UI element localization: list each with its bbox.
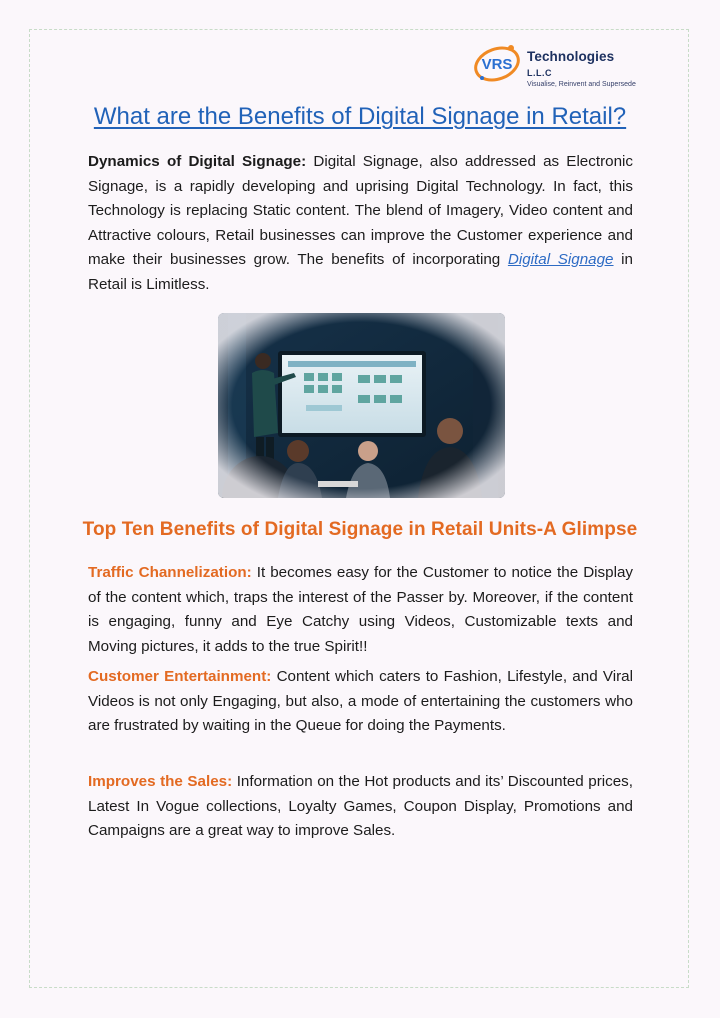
benefit-customer-entertainment: [88, 665, 633, 739]
hero-image: [218, 313, 505, 498]
benefits-subtitle: Top Ten Benefits of Digital Signage in Retail Units-A Glimpse: [82, 519, 638, 540]
logo-suffix: L.L.C: [527, 68, 552, 78]
intro-lead: Dynamics of Digital Signage:: [88, 153, 307, 170]
digital-signage-link[interactable]: Digital Signage: [507, 251, 614, 268]
intro-text-after-link: in Retail is Limitless.: [88, 251, 634, 293]
logo-name: Technologies L.L.C: [527, 49, 615, 78]
company-logo[interactable]: [472, 42, 642, 86]
vrs-logo-icon: [472, 42, 522, 84]
benefit-heading: Traffic Channelization:: [88, 564, 252, 581]
page-title: What are the Benefits of Digital Signage in Retail?: [93, 103, 627, 130]
logo-mark-text: VRS: [481, 56, 513, 73]
benefit-heading: Improves the Sales:: [88, 773, 233, 790]
benefit-traffic-channelization: [88, 561, 633, 659]
benefit-text: It becomes easy for the Customer to notice the Display of the content which, traps the interest of the Passer by. Moreover, if the content is engaging, funny and Eye Catchy using Videos, Customizable texts and Moving pictures, it adds to the true Spirit!!: [88, 564, 633, 655]
logo-tagline: Visualise, Reinvent and Supersede: [527, 81, 636, 88]
intro-paragraph: [88, 150, 633, 297]
intro-text-before-link: Digital Signage, also addressed as Electronic Signage, is a rapidly developing and uprising Digital Technology. In fact, this Technology is replacing Static content. The blend of Imagery, Video content and Attractive colours, Retail businesses can improve the Customer experience and make their businesses grow. The benefits of incorporating: [88, 153, 633, 268]
benefit-text: Information on the Hot products and its’ Discounted prices, Latest In Vogue collections, Loyalty Games, Coupon Display, Promotions and Campaigns are a great way to improve Sales.: [88, 773, 633, 839]
benefit-heading: Customer Entertainment:: [88, 668, 272, 685]
benefit-text: Content which caters to Fashion, Lifestyle, and Viral Videos is not only Engaging, but also, a mode of entertaining the customers who are frustrated by waiting in the Queue for doing the Payments.: [88, 668, 633, 734]
benefit-improves-sales: [88, 770, 633, 844]
presentation-photo-icon: [218, 313, 505, 498]
